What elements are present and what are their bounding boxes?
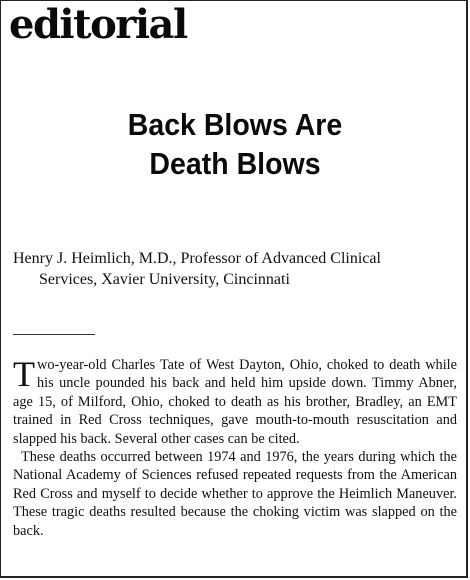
article-body (13, 356, 457, 540)
headline-line-2: Death Blows (149, 146, 321, 181)
headline-line-1: Back Blows Are (127, 107, 343, 142)
masthead-title: editorial (9, 1, 187, 48)
author-byline (13, 248, 453, 290)
article-paragraph-2: These deaths occurred between 1974 and 1976, the years during which the National Academy of Sciences refused repeated requests from the American Red Cross and myself to decide whether to approve the Heimlich Maneuver. These tragic deaths resulted because the choking victim was slapped on the back. (13, 449, 457, 539)
article-headline (20, 105, 451, 183)
article-paragraph-1 (13, 356, 457, 448)
byline-line-2: Services, Xavier University, Cincinnati (39, 271, 290, 288)
byline-line-1: Henry J. Heimlich, M.D., Professor of Advanced Clinical (13, 250, 381, 267)
paragraph-1-text: wo-year-old Charles Tate of West Dayton, Ohio, choked to death while his uncle pounded his back and held him upside down. Timmy Abner, age 15, of Milford, Ohio, choked to death as his brother, Bradley, an EMT trained in Red Cross techniques, gave mouth-to-mouth resuscitation and slapped his back. Several other cases can be cited. (13, 357, 457, 447)
section-divider (13, 334, 95, 335)
drop-cap: T (13, 354, 35, 394)
